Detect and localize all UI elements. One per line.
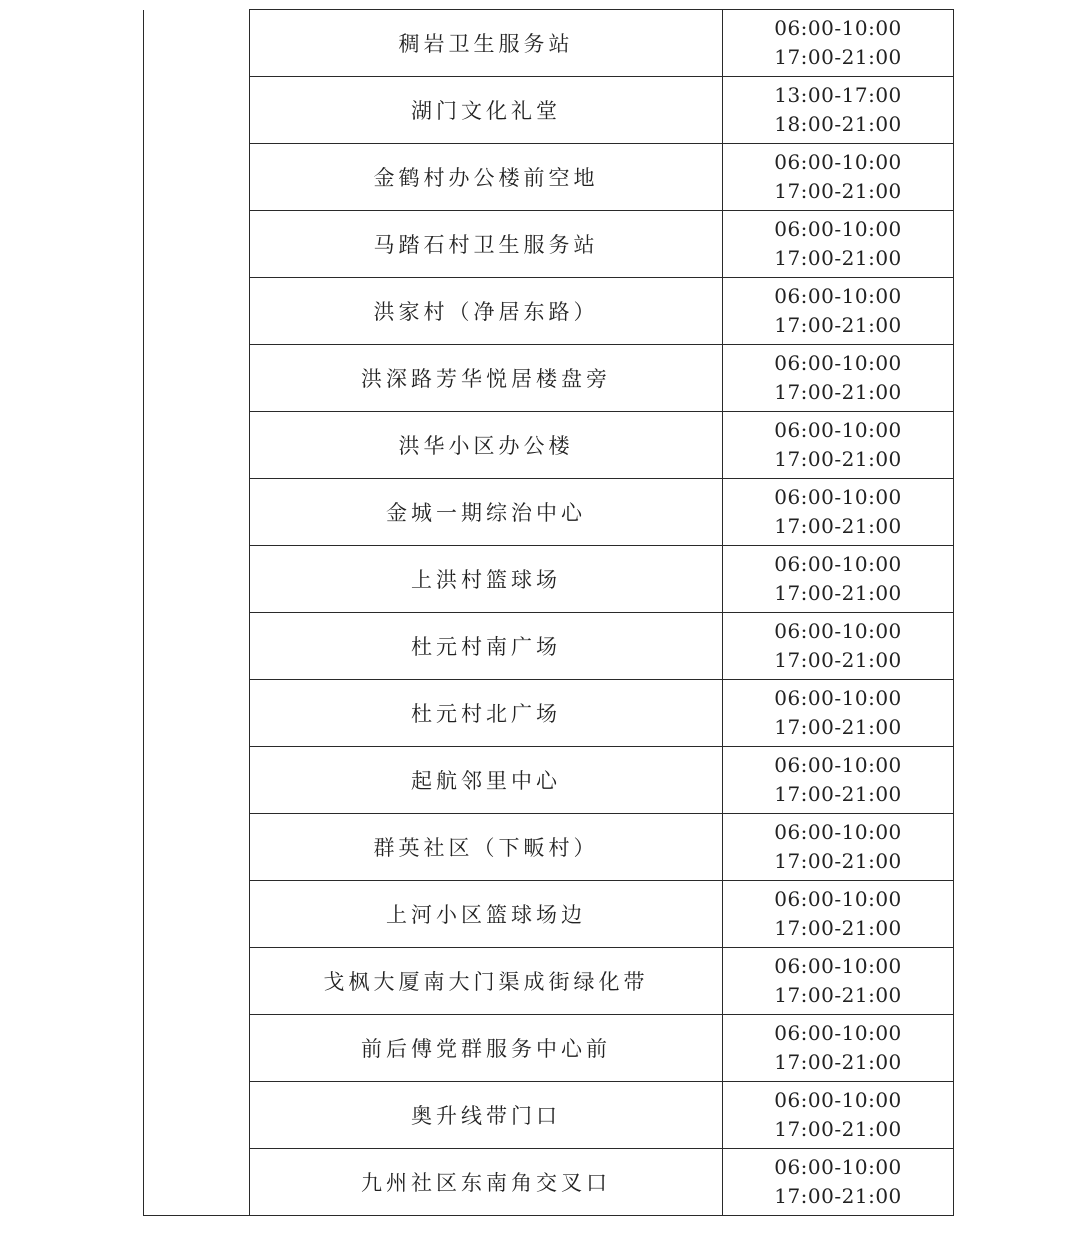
site-cell <box>250 10 723 77</box>
site-cell <box>250 814 723 881</box>
time-cell <box>723 144 954 211</box>
time-slot-morning: 06:00-10:00 <box>774 820 902 844</box>
time-slot-evening: 17:00-21:00 <box>774 1117 902 1141</box>
time-slot-evening: 17:00-21:00 <box>774 447 902 471</box>
time-slot-morning: 06:00-10:00 <box>774 16 902 40</box>
site-cell <box>250 211 723 278</box>
time-slot-morning: 06:00-10:00 <box>774 217 902 241</box>
table-row <box>144 211 954 278</box>
time-cell <box>723 211 954 278</box>
time-slot-morning: 06:00-10:00 <box>774 552 902 576</box>
time-cell <box>723 948 954 1015</box>
time-slot-evening: 18:00-21:00 <box>774 112 902 136</box>
site-cell <box>250 144 723 211</box>
time-cell <box>723 479 954 546</box>
site-cell <box>250 948 723 1015</box>
table-body <box>144 10 954 1216</box>
time-cell <box>723 1082 954 1149</box>
time-cell <box>723 747 954 814</box>
site-cell <box>250 881 723 948</box>
time-slot-morning: 06:00-10:00 <box>774 418 902 442</box>
time-cell <box>723 1015 954 1082</box>
site-cell <box>250 1149 723 1216</box>
time-slot-evening: 17:00-21:00 <box>774 380 902 404</box>
site-cell <box>250 680 723 747</box>
site-cell <box>250 345 723 412</box>
site-name: 马踏石村卫生服务站 <box>373 233 599 257</box>
time-slot-morning: 06:00-10:00 <box>774 351 902 375</box>
table-row <box>144 479 954 546</box>
site-name: 洪深路芳华悦居楼盘旁 <box>361 367 611 391</box>
time-slot-morning: 06:00-10:00 <box>774 1021 902 1045</box>
site-name: 九州社区东南角交叉口 <box>361 1171 611 1195</box>
time-slot-evening: 17:00-21:00 <box>774 581 902 605</box>
time-slot-evening: 17:00-21:00 <box>774 1184 902 1208</box>
time-slot-morning: 06:00-10:00 <box>774 619 902 643</box>
time-slot-morning: 06:00-10:00 <box>774 954 902 978</box>
site-name: 群英社区（下畈村） <box>373 836 599 860</box>
site-name: 洪华小区办公楼 <box>398 434 574 458</box>
site-cell <box>250 479 723 546</box>
table-row <box>144 948 954 1015</box>
table-row <box>144 10 954 77</box>
site-name: 奥升线带门口 <box>411 1104 561 1128</box>
site-cell <box>250 613 723 680</box>
site-name: 起航邻里中心 <box>411 769 561 793</box>
time-slot-afternoon: 13:00-17:00 <box>774 83 902 107</box>
time-slot-morning: 06:00-10:00 <box>774 887 902 911</box>
time-cell <box>723 10 954 77</box>
group-cell <box>144 10 250 1216</box>
table-row <box>144 412 954 479</box>
site-name: 前后傅党群服务中心前 <box>361 1037 611 1061</box>
site-name: 戈枫大厦南大门渠成街绿化带 <box>323 970 649 994</box>
time-cell <box>723 345 954 412</box>
time-slot-evening: 17:00-21:00 <box>774 45 902 69</box>
site-cell <box>250 747 723 814</box>
time-cell <box>723 546 954 613</box>
time-slot-evening: 17:00-21:00 <box>774 648 902 672</box>
time-slot-evening: 17:00-21:00 <box>774 1050 902 1074</box>
site-cell <box>250 412 723 479</box>
time-slot-evening: 17:00-21:00 <box>774 246 902 270</box>
site-cell <box>250 1015 723 1082</box>
time-slot-evening: 17:00-21:00 <box>774 849 902 873</box>
time-cell <box>723 1149 954 1216</box>
site-cell <box>250 546 723 613</box>
table-row <box>144 747 954 814</box>
time-cell <box>723 412 954 479</box>
table-row <box>144 613 954 680</box>
table-row <box>144 1082 954 1149</box>
site-name: 上河小区篮球场边 <box>386 903 586 927</box>
time-slot-evening: 17:00-21:00 <box>774 916 902 940</box>
table-row <box>144 1149 954 1216</box>
table-row <box>144 680 954 747</box>
time-cell <box>723 680 954 747</box>
time-cell <box>723 77 954 144</box>
table-row <box>144 77 954 144</box>
time-slot-morning: 06:00-10:00 <box>774 753 902 777</box>
site-name: 金鹤村办公楼前空地 <box>373 166 599 190</box>
time-slot-morning: 06:00-10:00 <box>774 686 902 710</box>
table-row <box>144 144 954 211</box>
time-slot-evening: 17:00-21:00 <box>774 514 902 538</box>
table-row <box>144 814 954 881</box>
time-slot-evening: 17:00-21:00 <box>774 179 902 203</box>
site-name: 杜元村南广场 <box>411 635 561 659</box>
time-slot-morning: 06:00-10:00 <box>774 284 902 308</box>
site-cell <box>250 77 723 144</box>
site-name: 杜元村北广场 <box>411 702 561 726</box>
time-cell <box>723 881 954 948</box>
time-slot-evening: 17:00-21:00 <box>774 782 902 806</box>
site-name: 洪家村（净居东路） <box>373 300 599 324</box>
time-cell <box>723 613 954 680</box>
time-cell <box>723 814 954 881</box>
site-name: 湖门文化礼堂 <box>411 99 561 123</box>
time-slot-evening: 17:00-21:00 <box>774 313 902 337</box>
table-row <box>144 546 954 613</box>
time-slot-morning: 06:00-10:00 <box>774 485 902 509</box>
site-cell <box>250 278 723 345</box>
time-slot-morning: 06:00-10:00 <box>774 1155 902 1179</box>
time-slot-evening: 17:00-21:00 <box>774 983 902 1007</box>
site-name: 金城一期综治中心 <box>386 501 586 525</box>
time-slot-evening: 17:00-21:00 <box>774 715 902 739</box>
table-row <box>144 881 954 948</box>
table-row <box>144 1015 954 1082</box>
table-row <box>144 345 954 412</box>
time-slot-morning: 06:00-10:00 <box>774 1088 902 1112</box>
time-slot-morning: 06:00-10:00 <box>774 150 902 174</box>
time-cell <box>723 278 954 345</box>
sampling-site-table <box>143 9 954 1216</box>
site-name: 上洪村篮球场 <box>411 568 561 592</box>
site-name: 稠岩卫生服务站 <box>398 32 574 56</box>
table-row <box>144 278 954 345</box>
site-cell <box>250 1082 723 1149</box>
